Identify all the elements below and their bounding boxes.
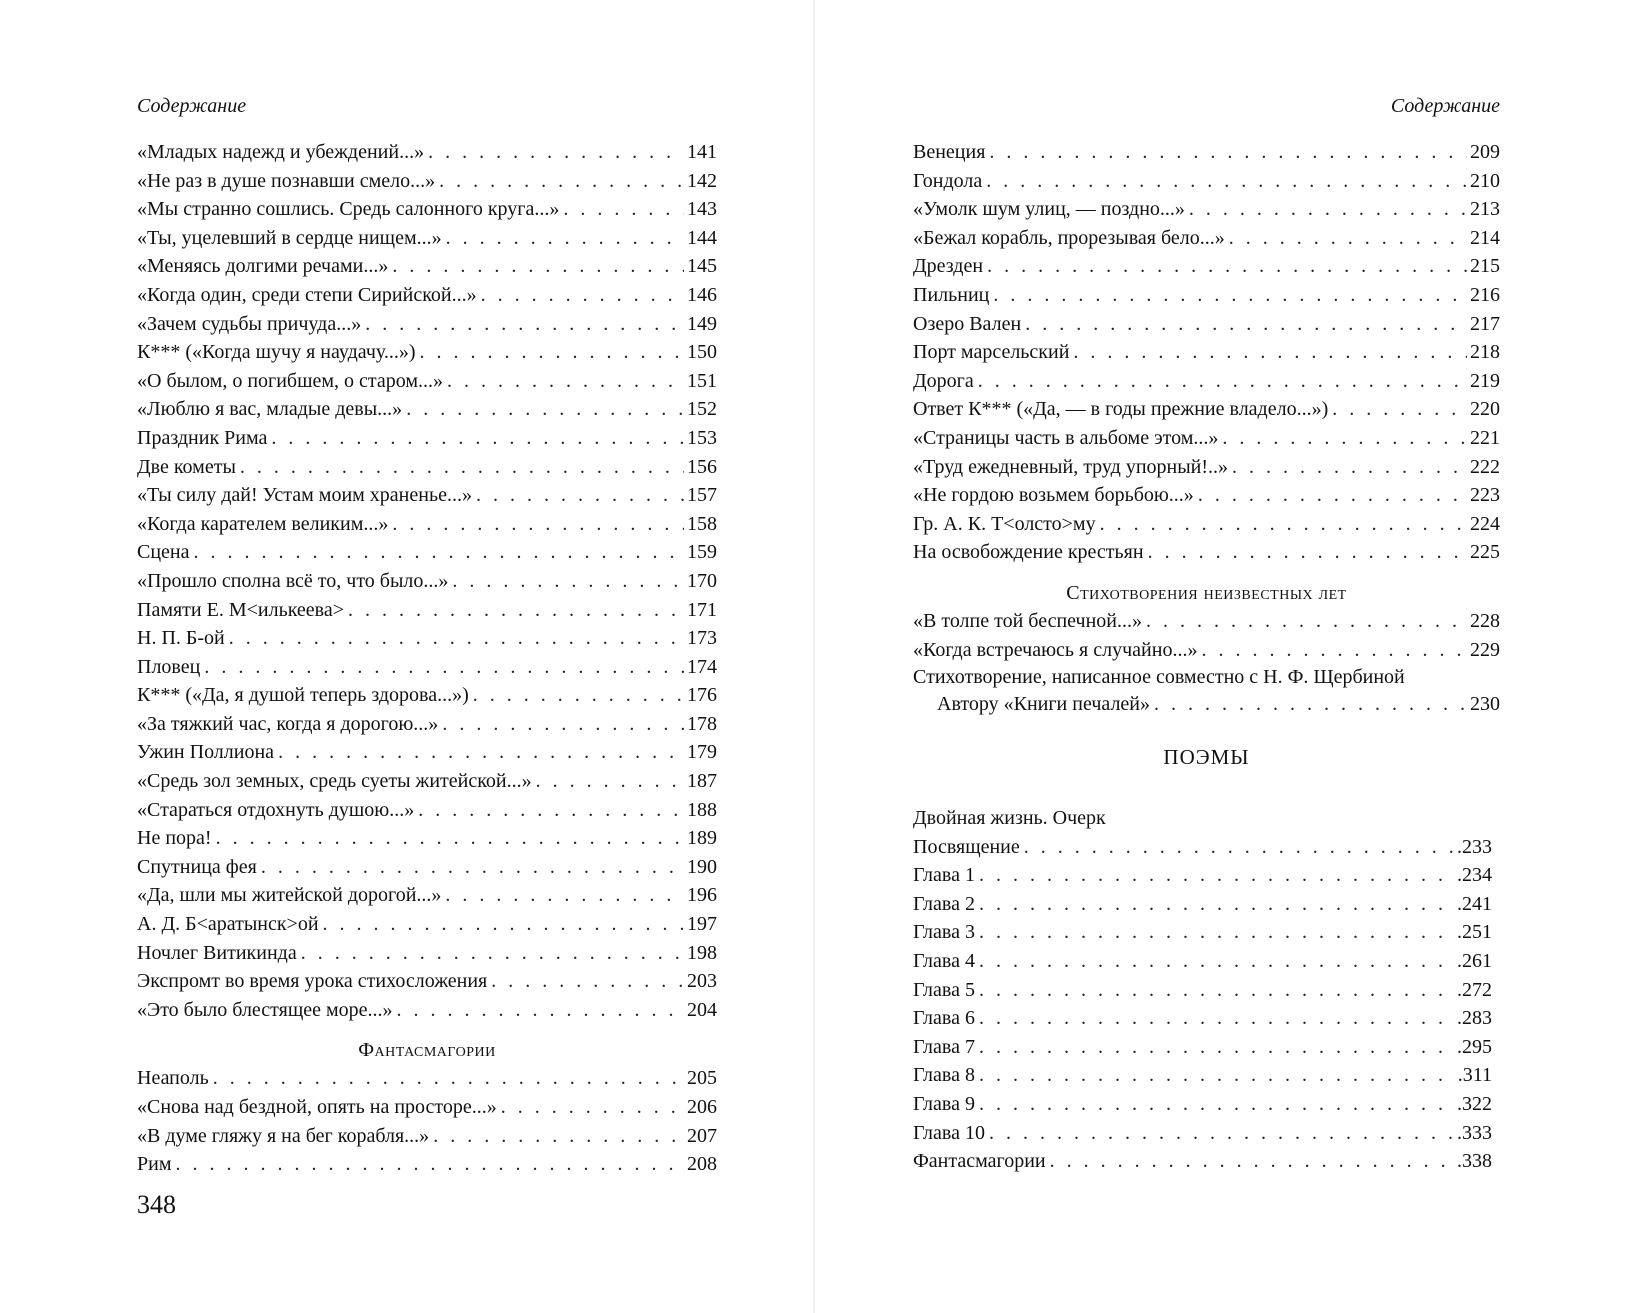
page-number: 210	[1470, 169, 1500, 192]
toc-entry[interactable]: Две кометы . . . 156	[137, 453, 717, 482]
dot-leader	[979, 1033, 1454, 1062]
dot-leader	[1189, 195, 1467, 224]
page-number: 221	[1470, 426, 1500, 449]
toc-entry[interactable]: Глава 8 . . . .311	[913, 1061, 1492, 1090]
toc-entry[interactable]: Глава 7 . . . .295	[913, 1033, 1492, 1062]
dot-leader	[240, 453, 684, 482]
dot-leader	[397, 996, 684, 1025]
toc-entry[interactable]: «Когда встречаюсь я случайно...» . . . 229	[913, 636, 1500, 665]
dot-leader	[420, 338, 684, 367]
page-number: 150	[687, 341, 717, 364]
dot-leader	[979, 1090, 1454, 1119]
toc-entry[interactable]: Памяти Е. М<илькеева> . . . 171	[137, 596, 717, 625]
toc-entry[interactable]: Глава 1 . . . .234	[913, 861, 1492, 890]
dot-leader	[993, 281, 1467, 310]
toc-entry[interactable]: «Умолк шум улиц, — поздно...» . . . 213	[913, 195, 1500, 224]
toc-entry[interactable]: Дрезден . . . 215	[913, 252, 1500, 281]
toc-entry[interactable]: Глава 10 . . . .333	[913, 1119, 1492, 1148]
page-number: .283	[1457, 1007, 1492, 1030]
page-number: 203	[687, 970, 717, 993]
page-number: 190	[687, 855, 717, 878]
page-number: .261	[1457, 950, 1492, 973]
toc-entry[interactable]: «Младых надежд и убеждений...» . . . 141	[137, 138, 717, 167]
page-number: .311	[1457, 1064, 1492, 1087]
toc-entry[interactable]: Гр. А. К. Т<олсто>му . . . 224	[913, 510, 1500, 539]
dot-leader	[348, 596, 684, 625]
toc-entry[interactable]: А. Д. Б<аратынск>ой . . . 197	[137, 910, 717, 939]
page-number: 225	[1470, 541, 1500, 564]
toc-entry[interactable]: «Средь зол земных, средь суеты житейской...» . . . 187	[137, 767, 717, 796]
toc-entry[interactable]: Порт марсельский . . . 218	[913, 338, 1500, 367]
dot-leader	[452, 567, 684, 596]
toc-entry[interactable]: Праздник Рима . . . 153	[137, 424, 717, 453]
toc-entry[interactable]: «Бежал корабль, прорезывая бело...» . . . 214	[913, 224, 1500, 253]
toc-list	[137, 138, 717, 1179]
dot-leader	[301, 939, 684, 968]
page-folio-number: 348	[137, 1190, 176, 1219]
dot-leader	[323, 910, 684, 939]
page-number: 222	[1470, 455, 1500, 478]
toc-entry[interactable]: «Зачем судьбы причуда...» . . . 149	[137, 310, 717, 339]
page-number: 142	[687, 169, 717, 192]
page-number: 213	[1470, 198, 1500, 221]
page-number: 229	[1470, 638, 1500, 661]
toc-entry[interactable]: Н. П. Б-ой . . . 173	[137, 624, 717, 653]
page-number: 152	[687, 398, 717, 421]
page-number: 141	[687, 141, 717, 163]
toc-entry[interactable]: «Не гордою возьмем борьбою...» . . . 223	[913, 481, 1500, 510]
page-number: 224	[1470, 512, 1500, 535]
dot-leader	[501, 1093, 684, 1122]
page-number: 220	[1470, 398, 1500, 421]
dot-leader	[442, 710, 684, 739]
page-number: 174	[687, 655, 717, 678]
dot-leader	[536, 767, 684, 796]
running-head: Содержание	[1390, 95, 1500, 117]
dot-leader	[1332, 395, 1467, 424]
toc-entry[interactable]: «Ты силу дай! Устам моим храненье...» . . . 157	[137, 481, 717, 510]
page-number: 198	[687, 941, 717, 964]
toc-entry[interactable]: «Когда один, среди степи Сирийской...» . . . 146	[137, 281, 717, 310]
toc-entry[interactable]: Ужин Поллиона . . . 179	[137, 738, 717, 767]
dot-leader	[261, 853, 684, 882]
page-number: 144	[687, 226, 717, 249]
page-gutter-divider	[813, 0, 815, 1313]
dot-leader	[365, 310, 684, 339]
toc-entry[interactable]: Спутница фея . . . 190	[137, 853, 717, 882]
page-number: 223	[1470, 484, 1500, 507]
page-number: 151	[687, 369, 717, 392]
toc-entry[interactable]: Сцена . . . 159	[137, 538, 717, 567]
running-head: Содержание	[137, 95, 247, 117]
page-number: 170	[687, 569, 717, 592]
toc-entry[interactable]: Не пора! . . . 189	[137, 824, 717, 853]
toc-entry[interactable]: Пловец . . . 174	[137, 653, 717, 682]
page-number: 196	[687, 884, 717, 907]
dot-leader	[1232, 453, 1467, 482]
left-page	[137, 0, 717, 1313]
toc-entry[interactable]: Глава 6 . . . .283	[913, 1004, 1492, 1033]
toc-entry[interactable]: Посвящение . . . .233	[913, 833, 1492, 862]
dot-leader	[979, 890, 1454, 919]
dot-leader	[979, 947, 1454, 976]
page-number: 218	[1470, 341, 1500, 364]
page-number: 153	[687, 426, 717, 449]
toc-entry[interactable]: Ночлег Витикинда . . . 198	[137, 939, 717, 968]
toc-entry[interactable]: «Да, шли мы житейской дорогой...» . . . 196	[137, 881, 717, 910]
toc-entry[interactable]: Неаполь . . . 205	[137, 1064, 717, 1093]
toc-entry[interactable]: «Когда карателем великим...» . . . 158	[137, 510, 717, 539]
toc-entry[interactable]: «Не раз в душе познавши смело...» . . . 142	[137, 167, 717, 196]
toc-entry[interactable]: «Страницы часть в альбоме этом...» . . . 221	[913, 424, 1500, 453]
page-number: 228	[1470, 609, 1500, 632]
page-number: 178	[687, 712, 717, 735]
dot-leader	[216, 824, 684, 853]
toc-entry[interactable]: Гондола . . . 210	[913, 167, 1500, 196]
toc-entry[interactable]: «Ты, уцелевший в сердце нищем...» . . . 144	[137, 224, 717, 253]
section-heading-poems: ПОЭМЫ	[1163, 745, 1250, 770]
dot-leader	[979, 976, 1454, 1005]
dot-leader	[986, 167, 1467, 196]
dot-leader	[481, 281, 684, 310]
dot-leader	[473, 681, 684, 710]
page-number: 173	[687, 627, 717, 650]
page-number: .333	[1457, 1121, 1492, 1144]
dot-leader	[428, 138, 684, 167]
dot-leader	[271, 424, 684, 453]
toc-entry[interactable]: Венеция . . . 209	[913, 138, 1500, 167]
dot-leader	[1229, 224, 1467, 253]
dot-leader	[979, 861, 1454, 890]
toc-entry[interactable]: «В думе гляжу я на бег корабля...» . . . 207	[137, 1122, 717, 1151]
toc-entry[interactable]: «Это было блестящее море...» . . . 204	[137, 996, 717, 1025]
dot-leader	[446, 224, 684, 253]
section-heading-phantasmagoria: Фантасмагории	[358, 1039, 496, 1062]
toc-list	[913, 138, 1500, 1176]
entry-line-1: Стихотворение, написанное совместно с Н. Ф. Щербиной	[913, 666, 1405, 689]
page-number: 179	[687, 741, 717, 764]
toc-entry[interactable]: Экспромт во время урока стихосложения . . . 203	[137, 967, 717, 996]
page-number: 157	[687, 484, 717, 507]
dot-leader	[278, 738, 684, 767]
toc-entry[interactable]: Рим . . . 208	[137, 1150, 717, 1179]
page-number: 217	[1470, 312, 1500, 335]
toc-entry[interactable]: Фантасмагории . . . .338	[913, 1147, 1492, 1176]
dot-leader	[1073, 338, 1467, 367]
dot-leader	[447, 367, 684, 396]
page-number: .233	[1457, 835, 1492, 858]
page-number: 216	[1470, 283, 1500, 306]
dot-leader	[978, 367, 1467, 396]
page-number: 146	[687, 283, 717, 306]
dot-leader	[204, 653, 684, 682]
page-number: 143	[687, 198, 717, 221]
dot-leader	[392, 252, 684, 281]
toc-entry[interactable]: Глава 5 . . . .272	[913, 976, 1492, 1005]
page-number: 215	[1470, 255, 1500, 278]
page-number: 145	[687, 255, 717, 278]
page-number: 156	[687, 455, 717, 478]
page-number: 188	[687, 798, 717, 821]
toc-entry[interactable]: «За тяжкий час, когда я дорогою...» . . . 178	[137, 710, 717, 739]
page-number: 219	[1470, 369, 1500, 392]
dot-leader	[406, 395, 684, 424]
dot-leader	[979, 1061, 1455, 1090]
page-number: .272	[1457, 978, 1492, 1001]
work-title: Двойная жизнь. Очерк	[913, 807, 1106, 830]
dot-leader	[194, 538, 685, 567]
page-number: 207	[687, 1124, 717, 1147]
dot-leader	[491, 967, 684, 996]
toc-entry[interactable]: Пильниц . . . 216	[913, 281, 1500, 310]
toc-entry[interactable]: Ответ К*** («Да, — в годы прежние владело...») . . . 220	[913, 395, 1500, 424]
toc-entry[interactable]: Дорога . . . 219	[913, 367, 1500, 396]
section-heading-unknown-years: Стихотворения неизвестных лет	[1066, 581, 1347, 604]
right-page	[913, 0, 1500, 1313]
toc-entry[interactable]: «Стараться отдохнуть душою...» . . . 188	[137, 796, 717, 825]
page-number: 214	[1470, 226, 1500, 249]
page-number: 158	[687, 512, 717, 535]
toc-entry[interactable]: Глава 4 . . . .261	[913, 947, 1492, 976]
page-number: 209	[1470, 141, 1500, 163]
page-number: 149	[687, 312, 717, 335]
dot-leader	[229, 624, 684, 653]
page-number: .322	[1457, 1093, 1492, 1116]
dot-leader	[476, 481, 684, 510]
toc-entry[interactable]: «Мы странно сошлись. Средь салонного круга...» . . . 143	[137, 195, 717, 224]
dot-leader	[1222, 424, 1467, 453]
page-number: 206	[687, 1096, 717, 1118]
dot-leader	[989, 1119, 1454, 1148]
toc-entry[interactable]: Глава 3 . . . .251	[913, 918, 1492, 947]
dot-leader	[392, 510, 684, 539]
dot-leader	[213, 1064, 684, 1093]
toc-entry[interactable]: «В толпе той беспечной...» . . . 228	[913, 607, 1500, 636]
page-number: 197	[687, 913, 717, 936]
dot-leader	[989, 138, 1467, 167]
page-number: 159	[687, 541, 717, 564]
page-number: 204	[687, 998, 717, 1021]
page-number: 189	[687, 827, 717, 850]
dot-leader	[1154, 690, 1467, 718]
toc-entry[interactable]: Глава 2 . . . .241	[913, 890, 1492, 919]
dot-leader	[563, 195, 684, 224]
dot-leader	[1146, 607, 1467, 636]
toc-entry-multiline[interactable]	[913, 664, 1500, 718]
toc-entry[interactable]: «Прошло сполна всё то, что было...» . . . 170	[137, 567, 717, 596]
dot-leader	[433, 1122, 684, 1151]
toc-entry[interactable]: «Снова над бездной, опять на просторе...» . . . 206	[137, 1093, 717, 1122]
dot-leader	[979, 1004, 1454, 1033]
dot-leader	[175, 1150, 684, 1179]
dot-leader	[1201, 636, 1467, 665]
entry-line-2: Автору «Книги печалей»	[937, 693, 1151, 716]
page-number: 205	[687, 1067, 717, 1090]
dot-leader	[987, 252, 1467, 281]
toc-entry[interactable]: На освобождение крестьян . . . 225	[913, 538, 1500, 567]
page-number: .251	[1457, 921, 1492, 944]
dot-leader	[1024, 833, 1454, 862]
dot-leader	[1198, 481, 1467, 510]
dot-leader	[1148, 538, 1467, 567]
toc-entry[interactable]: «Меняясь долгими речами...» . . . 145	[137, 252, 717, 281]
page-number: 176	[687, 684, 717, 707]
page-number: .241	[1457, 892, 1492, 915]
toc-entry[interactable]: «Труд ежедневный, труд упорный!..» . . . 222	[913, 453, 1500, 482]
toc-entry[interactable]: «Люблю я вас, младые девы...» . . . 152	[137, 395, 717, 424]
dot-leader	[979, 918, 1454, 947]
dot-leader	[418, 796, 684, 825]
page-number: 208	[687, 1153, 717, 1176]
page-number: .295	[1457, 1035, 1492, 1058]
toc-entry[interactable]: К*** («Когда шучу я наудачу...») . . . 150	[137, 338, 717, 367]
dot-leader	[1050, 1147, 1454, 1176]
dot-leader	[439, 167, 684, 196]
toc-entry[interactable]: К*** («Да, я душой теперь здорова...») . . . 176	[137, 681, 717, 710]
page-number: .234	[1457, 864, 1492, 887]
toc-entry[interactable]: Озеро Вален . . . 217	[913, 310, 1500, 339]
dot-leader	[1100, 510, 1467, 539]
page-number: 230	[1470, 693, 1500, 716]
toc-entry[interactable]: «О былом, о погибшем, о старом...» . . . 151	[137, 367, 717, 396]
dot-leader	[1025, 310, 1467, 339]
page-number: 171	[687, 598, 717, 621]
page-number: .338	[1457, 1150, 1492, 1173]
dot-leader	[445, 881, 684, 910]
toc-entry[interactable]: Глава 9 . . . .322	[913, 1090, 1492, 1119]
page-number: 187	[687, 770, 717, 793]
